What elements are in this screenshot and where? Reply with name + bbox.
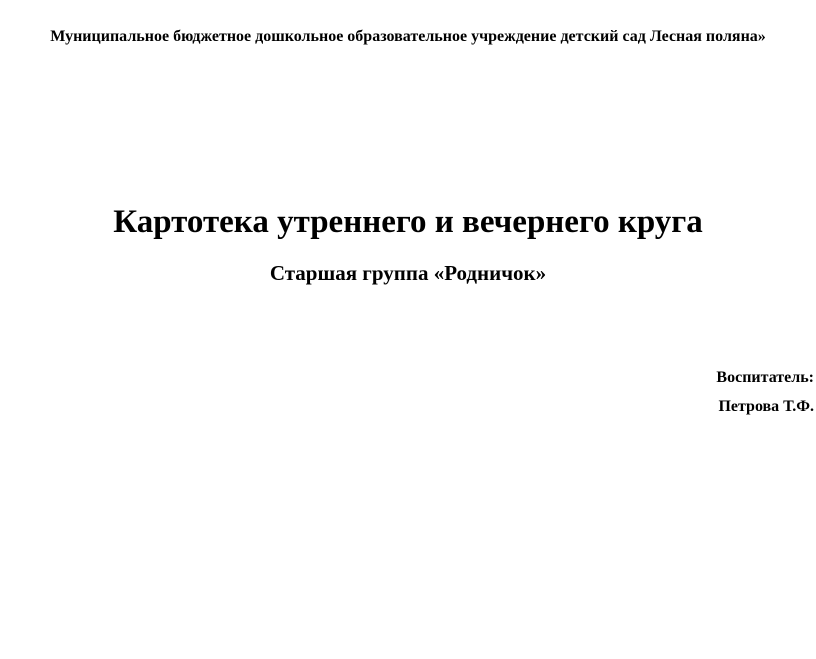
signature-role: Воспитатель: — [716, 369, 814, 386]
institution-header: Муниципальное бюджетное дошкольное образовательное учреждение детский сад Лесная поляна» — [50, 28, 766, 45]
document-subtitle: Старшая группа «Родничок» — [269, 261, 547, 285]
signature-name: Петрова Т.Ф. — [718, 398, 814, 416]
signature-block — [716, 369, 814, 417]
document-title: Картотека утреннего и вечернего круга — [113, 204, 703, 240]
